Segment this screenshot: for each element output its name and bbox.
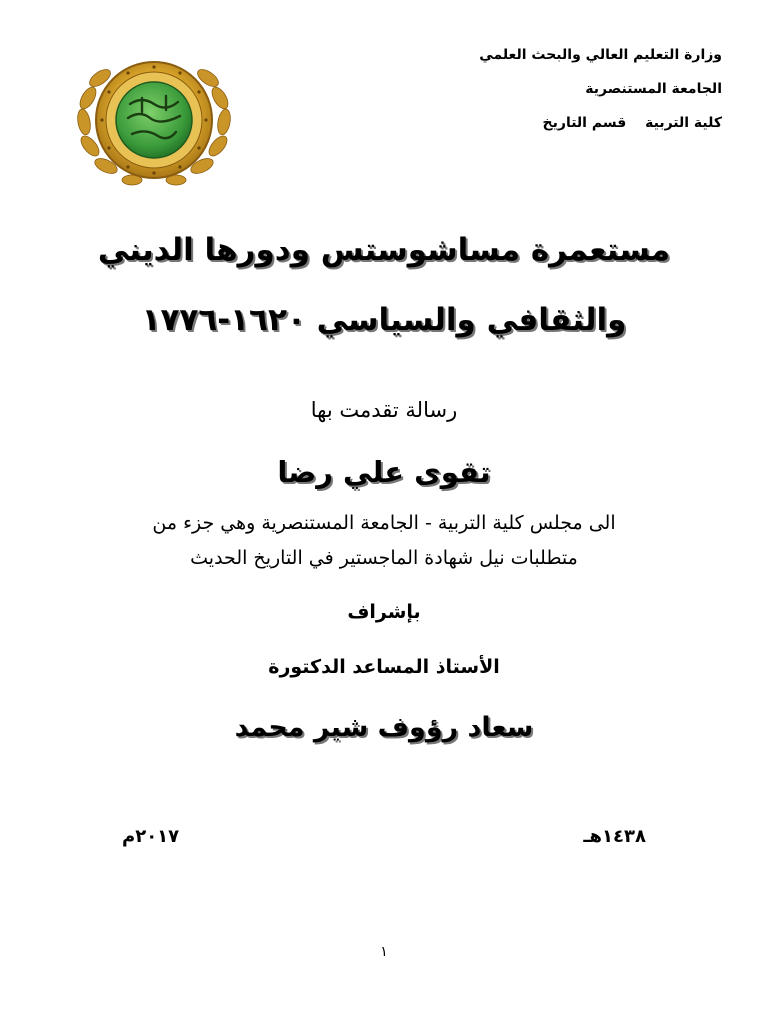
- submission-description-line-2: متطلبات نيل شهادة الماجستير في التاريخ الحديث: [190, 547, 578, 569]
- supervisor-name: سعاد رؤوف شير محمد: [234, 712, 534, 743]
- ministry-line: وزارة التعليم العالي والبحث العلمي: [479, 47, 722, 63]
- thesis-title-line-2: والثقافي والسياسي ١٦٢٠-١٧٧٦: [141, 302, 627, 338]
- submission-description-line-1: الى مجلس كلية التربية - الجامعة المستنصرية وهي جزء من: [152, 512, 616, 534]
- university-line: الجامعة المستنصرية: [585, 81, 722, 97]
- college-name: كلية التربية: [645, 115, 722, 131]
- hijri-date: ١٤٣٨هـ: [583, 826, 646, 847]
- thesis-title-line-1: مستعمرة مساشوستس ودورها الديني: [97, 232, 671, 268]
- submitted-by-label: رسالة تقدمت بها: [310, 398, 458, 422]
- supervision-label: بإشراف: [347, 601, 421, 623]
- author-name: تقوى علي رضا: [277, 455, 491, 489]
- department-name: قسم التاريخ: [542, 115, 627, 131]
- page-number: ١: [380, 944, 388, 960]
- university-seal-icon: [70, 52, 238, 190]
- college-department-line: [402, 106, 722, 140]
- gregorian-date: ٢٠١٧م: [122, 826, 180, 847]
- supervisor-title: الأستاذ المساعد الدكتورة: [268, 656, 500, 678]
- institution-header: [402, 38, 722, 140]
